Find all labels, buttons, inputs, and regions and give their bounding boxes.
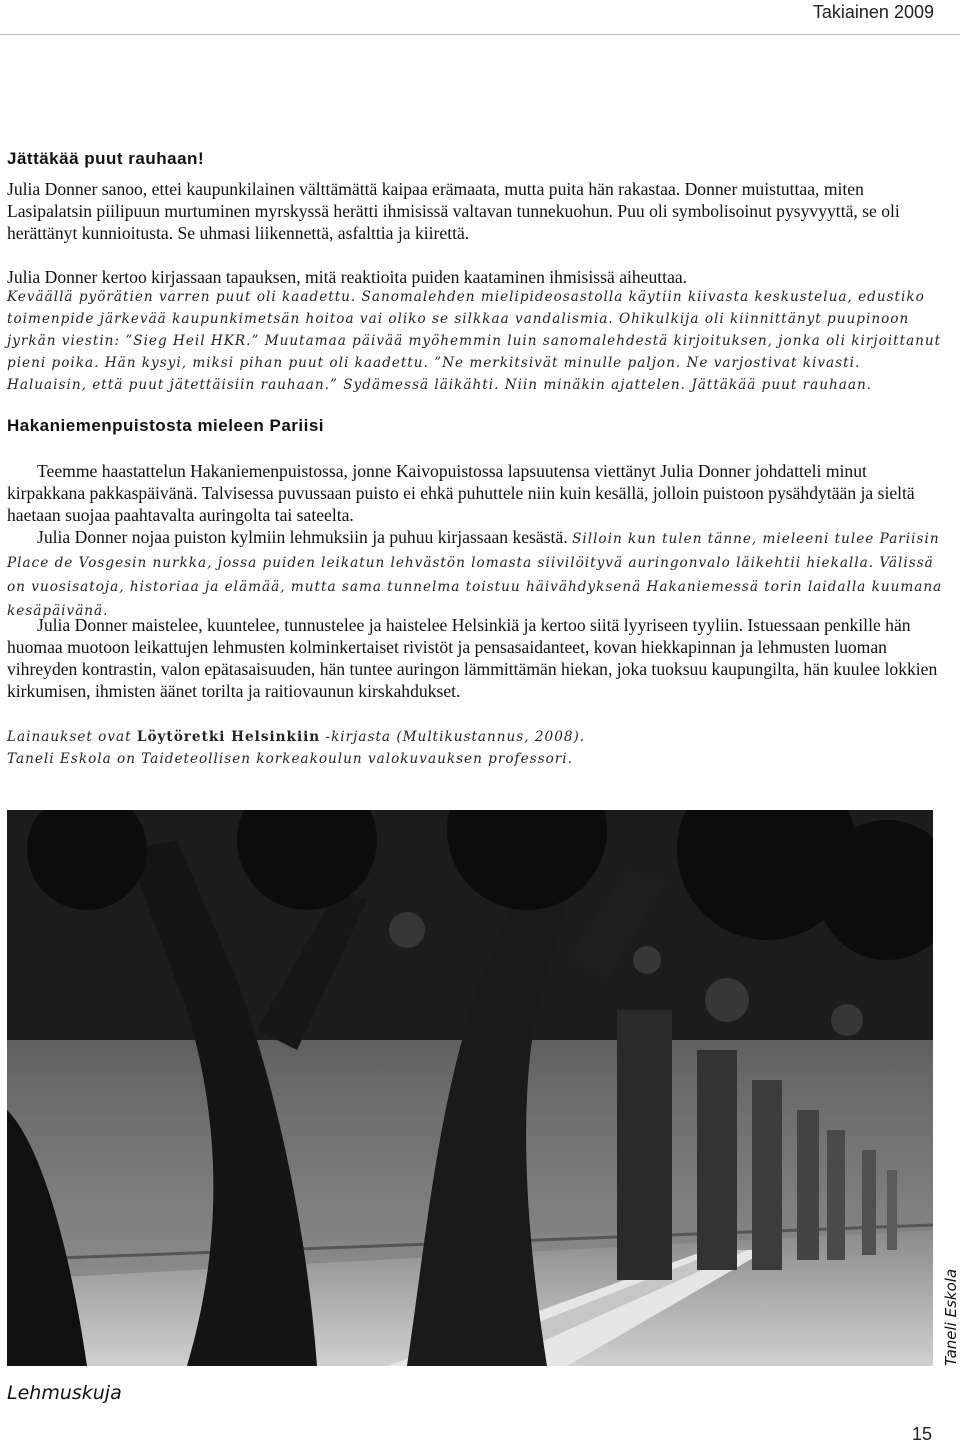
quote-paragraph: Keväällä pyörätien varren puut oli kaadettu. Sanomalehden mielipideosastolla käytiin kiivasta keskustelua, edustiko toimenpide järkevää kaupunkimetsän hoitoa vai oliko se silkkaa vandalismia. Ohikulkija oli kiinnittänyt puupinoon jyrkän viestin: ”Sieg Heil HKR.” Muutamaa päivää myöhemmin luin sanomalehdestä kirjoituksen, jonka oli kirjoittanut pieni poika. Hän kysyi, miksi pihan puut oli kaadettu. ”Ne merkitsivät minulle paljon. Ne varjostivat kivasti. Haluaisin, että puut jätettäisiin rauhaan.” Sydämessä läikähti. Niin minäkin ajattelen. Jättäkää puut rauhaan.: [7, 289, 942, 393]
author-note: Taneli Eskola on Taideteollisen korkeakoulun valokuvauksen professori.: [7, 751, 573, 767]
page-number: 15: [912, 1424, 933, 1444]
body-paragraph: Julia Donner sanoo, ettei kaupunkilainen välttämättä kaipaa erämaata, mutta puita hän rakastaa. Donner muistuttaa, miten Lasipalatsin piilipuun murtuminen myrskyssä herätti ihmisissä valtavan tunnekuohun. Puu oli symbolisoinut pysyvyyttä, se oli herättänyt kunnioitusta. Se uhmasi liikennettä, asfalttia ja kiirettä.: [7, 179, 900, 243]
source-note-prefix: Lainaukset ovat: [7, 729, 137, 745]
body-paragraph: Julia Donner kertoo kirjassaan tapauksen, mitä reaktioita puiden kaataminen ihmisissä aiheuttaa.: [7, 267, 688, 287]
inline-quote: Silloin kun tulen tänne, mieleeni tulee Pariisin Place de Vosgesin nurkka, jossa puiden leikatun lehvästön lomasta siivilöityvä auringonvalo läikehtii hiekalla. Välissä on vuosisatoja, historiaa ja elämää, mutta sama tunnelma toistuu häivähdyksenä Hakaniemessä torin laidalla kuumana kesäpäivänä.: [7, 531, 943, 619]
paragraph-text: Julia Donner nojaa puiston kylmiin lehmuksiin ja puhuu kirjassaan kesästä.: [37, 527, 568, 547]
body-paragraph: Teemme haastattelun Hakaniemenpuistossa, jonne Kaivopuistossa lapsuutensa viettänyt Julia Donner johdatteli minut kirpakkana pakkaspäivänä. Talvisessa puvussaan puisto ei ehkä puhuttele niin kuin kesällä, jolloin puistoon pysähdytään ja sieltä haetaan suojaa paahtavalta auringolta tai sateelta.: [7, 461, 915, 525]
source-note: [7, 726, 947, 748]
source-note-suffix: -kirjasta (Multikustannus, 2008).: [320, 729, 586, 745]
section-heading-1: Jättäkää puut rauhaan!: [7, 149, 205, 168]
page-header: [0, 0, 960, 35]
photo-image: [7, 810, 933, 1366]
body-paragraph-with-quote: [7, 526, 947, 622]
book-title: Löytöretki Helsinkiin: [136, 729, 321, 745]
publication-title: Takiainen 2009: [812, 2, 934, 22]
tree-avenue-photo: [7, 810, 933, 1366]
photo-caption: Lehmuskuja: [7, 1382, 122, 1404]
section-heading-2: Hakaniemenpuistosta mieleen Pariisi: [7, 416, 325, 435]
body-paragraph: Julia Donner maistelee, kuuntelee, tunnustelee ja haistelee Helsinkiä ja kertoo siitä lyyriseen tyyliin. Istuessaan penkille hän huomaa muotoon leikattujen lehmusten kolminkertaiset rivistöt ja pensasaidanteet, kovan hiekkapinnan ja lehmusten luoman vihreyden kontrastin, valon epätasaisuuden, hän tuntee auringon lämmittämän hiekan, joka tuoksuu kaupungilta, hän kuulee lokkien kirkumisen, ihmisten äänet torilta ja raitiovaunun kirskahdukset.: [7, 615, 938, 701]
photo-credit: Taneli Eskola: [942, 1268, 960, 1366]
